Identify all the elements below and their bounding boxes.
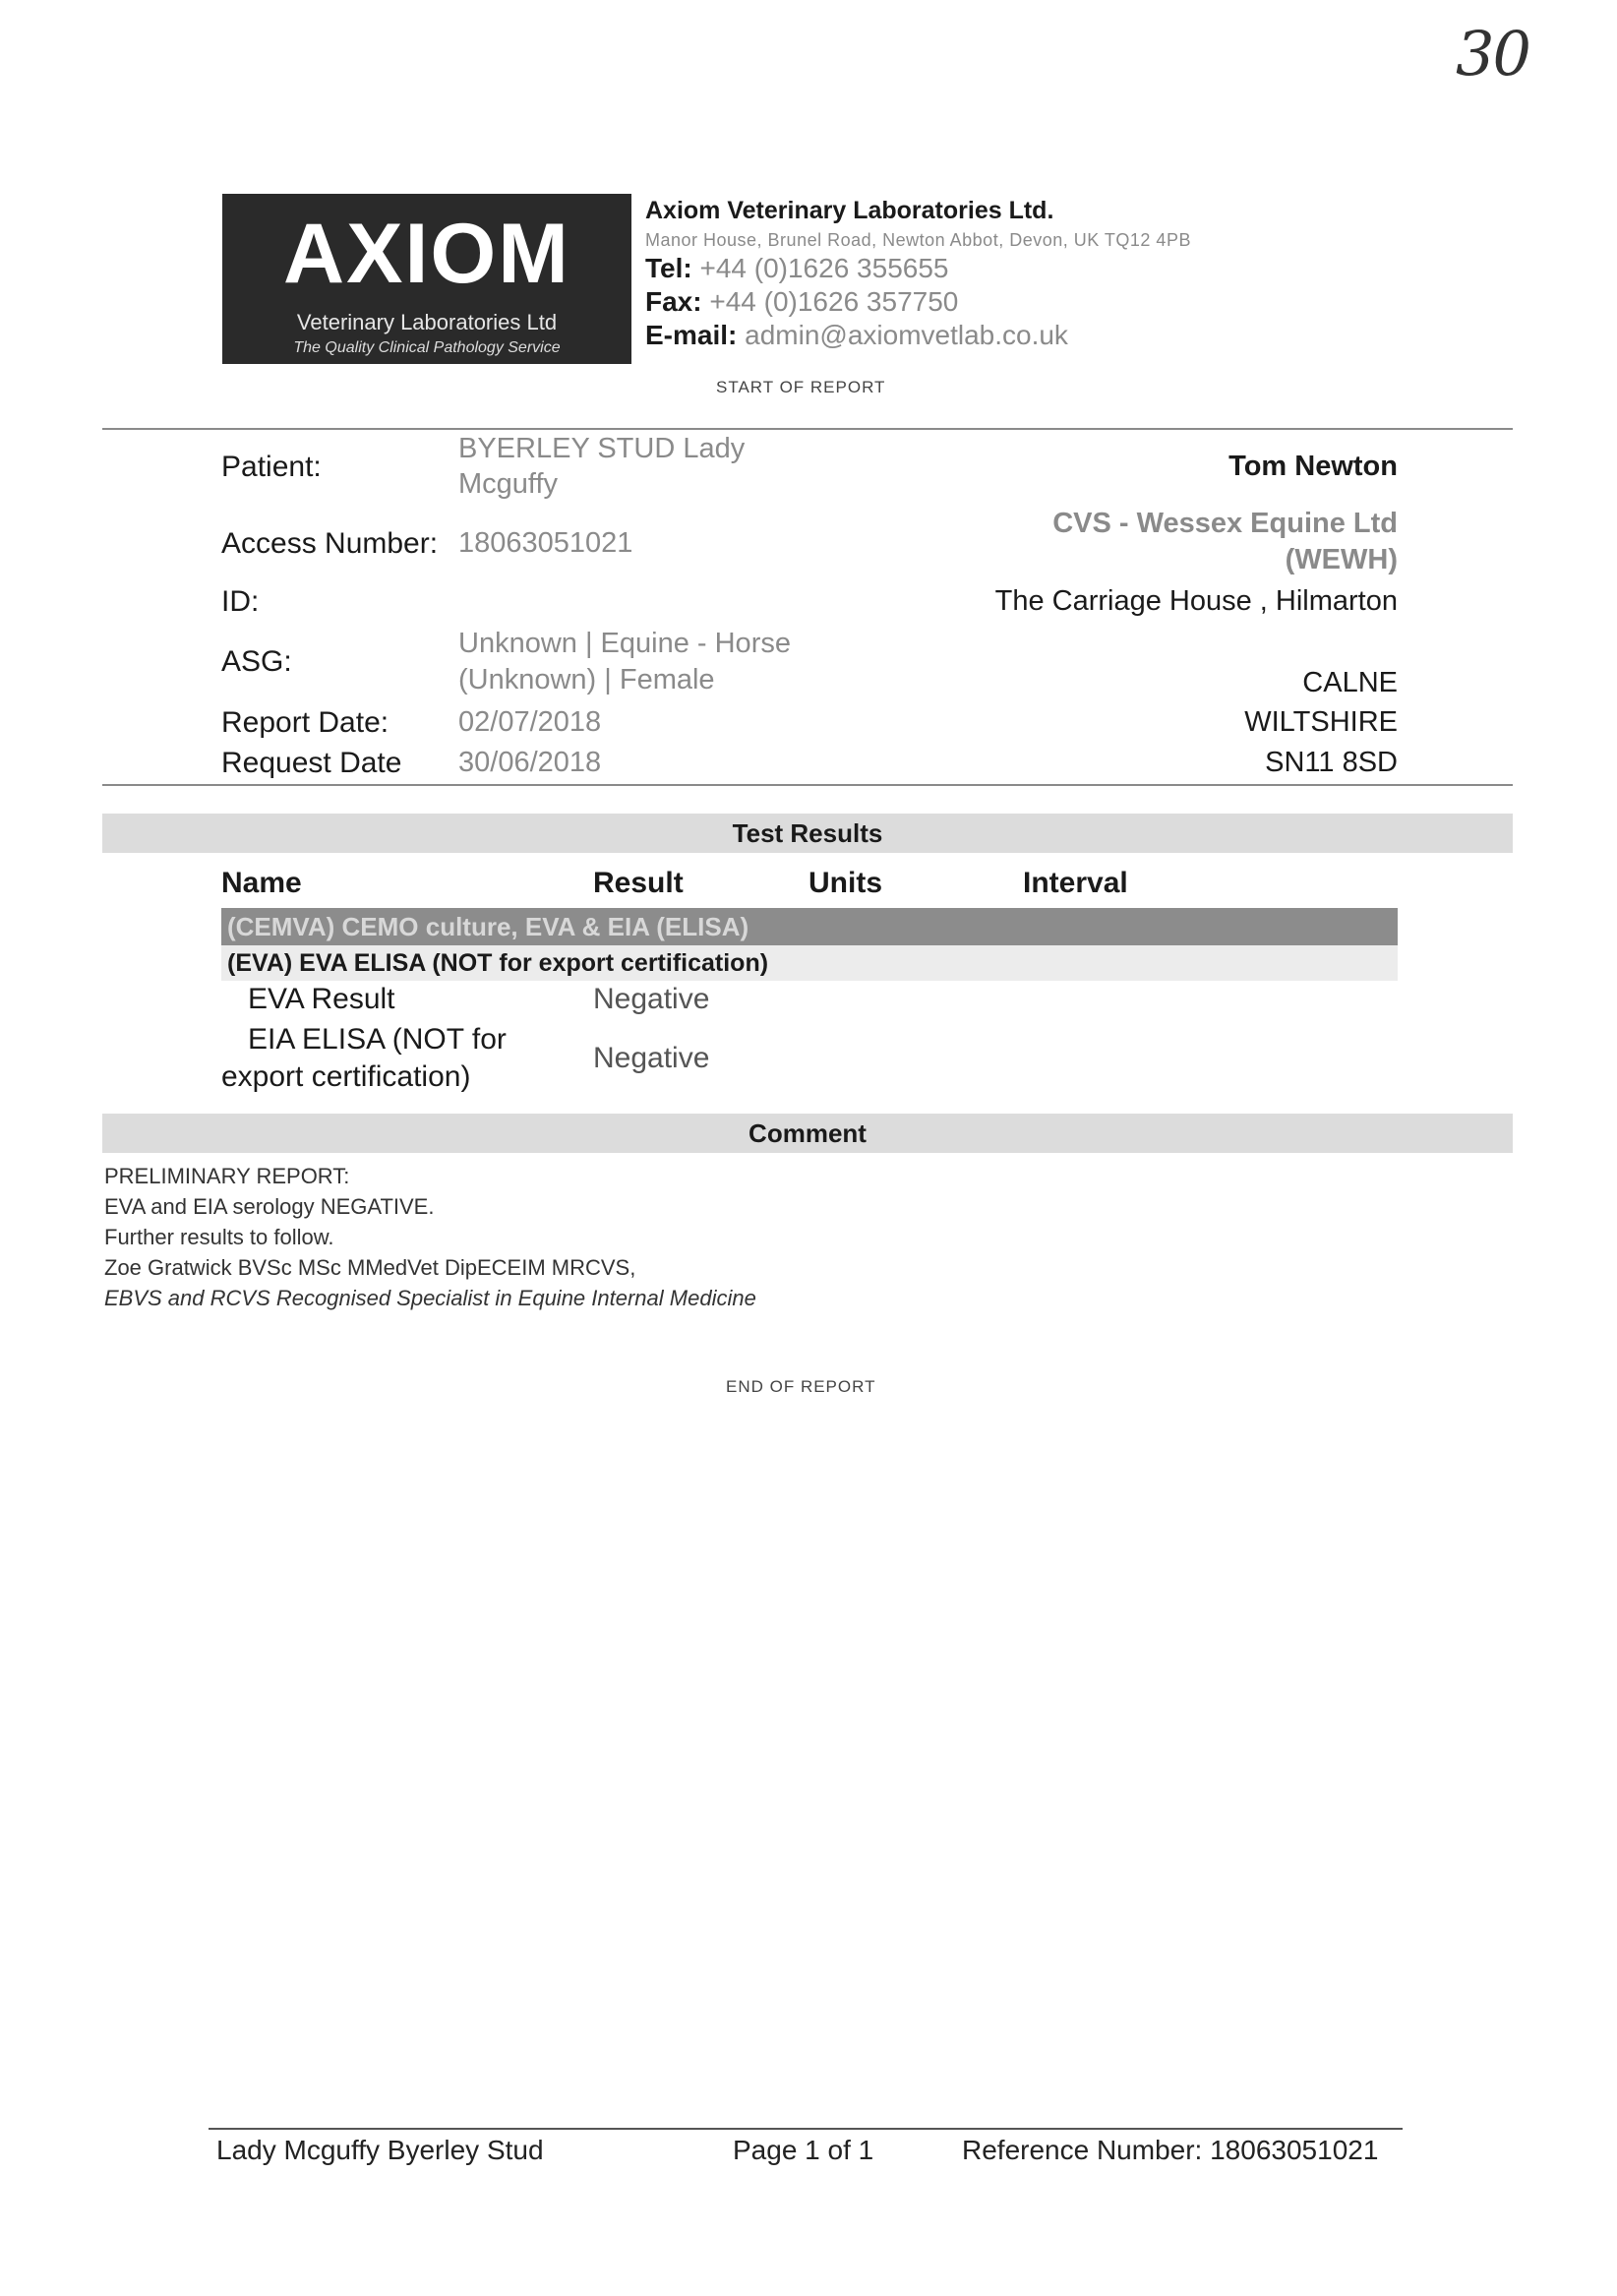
comment-body [104, 1161, 756, 1313]
vet-practice-line2: (WEWH) [1285, 544, 1398, 575]
comment-line-2: EVA and EIA serology NEGATIVE. [104, 1194, 435, 1219]
tel-value: +44 (0)1626 355655 [699, 253, 949, 283]
patient-divider [102, 784, 1513, 786]
footer-reference: Reference Number: 18063051021 [962, 2135, 1379, 2165]
result-row-1-value: Negative [593, 983, 710, 1015]
end-of-report-marker: END OF REPORT [726, 1377, 876, 1396]
asg-line2: (Unknown) | Female [458, 664, 715, 695]
col-interval-header: Interval [1023, 867, 1128, 899]
col-result-header: Result [593, 867, 684, 899]
test-results-header: Test Results [102, 814, 1513, 853]
comment-header: Comment [102, 1114, 1513, 1153]
comment-line-3: Further results to follow. [104, 1225, 334, 1249]
request-date-value: 30/06/2018 [458, 747, 602, 778]
fax-value: +44 (0)1626 357750 [709, 286, 959, 317]
lab-contact-block [645, 199, 1191, 349]
email-label: E-mail: [645, 320, 738, 350]
start-of-report-marker: START OF REPORT [716, 378, 886, 396]
access-number-label: Access Number: [221, 527, 439, 560]
col-units-header: Units [808, 867, 882, 899]
test-subgroup-band: (EVA) EVA ELISA (NOT for export certification) [221, 945, 1398, 981]
lab-fax [645, 288, 1191, 316]
result-row-2-name-line1: EIA ELISA (NOT for [248, 1023, 507, 1056]
lab-name: Axiom Veterinary Laboratories Ltd. [645, 197, 1054, 224]
logo-subtitle: Veterinary Laboratories Ltd [296, 310, 558, 334]
asg-label: ASG: [221, 645, 292, 678]
vet-name: Tom Newton [1228, 451, 1398, 482]
vet-county: WILTSHIRE [1244, 706, 1398, 738]
comment-line-5: EBVS and RCVS Recognised Specialist in Equine Internal Medicine [104, 1286, 756, 1310]
vet-postcode: SN11 8SD [1265, 747, 1398, 778]
vet-town: CALNE [1302, 667, 1398, 698]
footer-divider [209, 2128, 1403, 2130]
lab-address: Manor House, Brunel Road, Newton Abbot, Devon, UK TQ12 4PB [645, 230, 1191, 250]
col-name-header: Name [221, 867, 302, 899]
patient-name-line1: BYERLEY STUD Lady [458, 433, 746, 464]
logo-wordmark: AXIOM [283, 207, 570, 301]
result-row-2-value: Negative [593, 1042, 710, 1074]
result-row-2-name-line2: export certification) [221, 1060, 471, 1093]
logo-tagline: The Quality Clinical Pathology Service [293, 339, 561, 356]
footer-page: Page 1 of 1 [733, 2135, 874, 2165]
lab-tel [645, 255, 1191, 282]
patient-label: Patient: [221, 451, 322, 483]
footer-patient: Lady Mcguffy Byerley Stud [216, 2135, 544, 2165]
report-date-label: Report Date: [221, 706, 389, 739]
comment-line-4: Zoe Gratwick BVSc MSc MMedVet DipECEIM MRCVS, [104, 1255, 636, 1280]
header-divider [102, 428, 1513, 430]
id-label: ID: [221, 585, 260, 618]
request-date-label: Request Date [221, 747, 402, 779]
patient-name-line2: Mcguffy [458, 468, 559, 500]
asg-line1: Unknown | Equine - Horse [458, 628, 791, 659]
comment-line-1: PRELIMINARY REPORT: [104, 1164, 350, 1188]
result-row-1-name: EVA Result [248, 983, 395, 1015]
vet-practice-line1: CVS - Wessex Equine Ltd [1052, 508, 1398, 539]
axiom-logo [222, 194, 631, 364]
email-value: admin@axiomvetlab.co.uk [745, 320, 1068, 350]
fax-label: Fax: [645, 286, 702, 317]
report-date-value: 02/07/2018 [458, 706, 602, 738]
vet-address-line1: The Carriage House , Hilmarton [994, 585, 1398, 617]
test-group-band: (CEMVA) CEMO culture, EVA & EIA (ELISA) [221, 908, 1398, 945]
lab-email [645, 322, 1191, 349]
access-number-value: 18063051021 [458, 527, 633, 559]
tel-label: Tel: [645, 253, 692, 283]
handwritten-page-number: 30 [1456, 18, 1529, 90]
